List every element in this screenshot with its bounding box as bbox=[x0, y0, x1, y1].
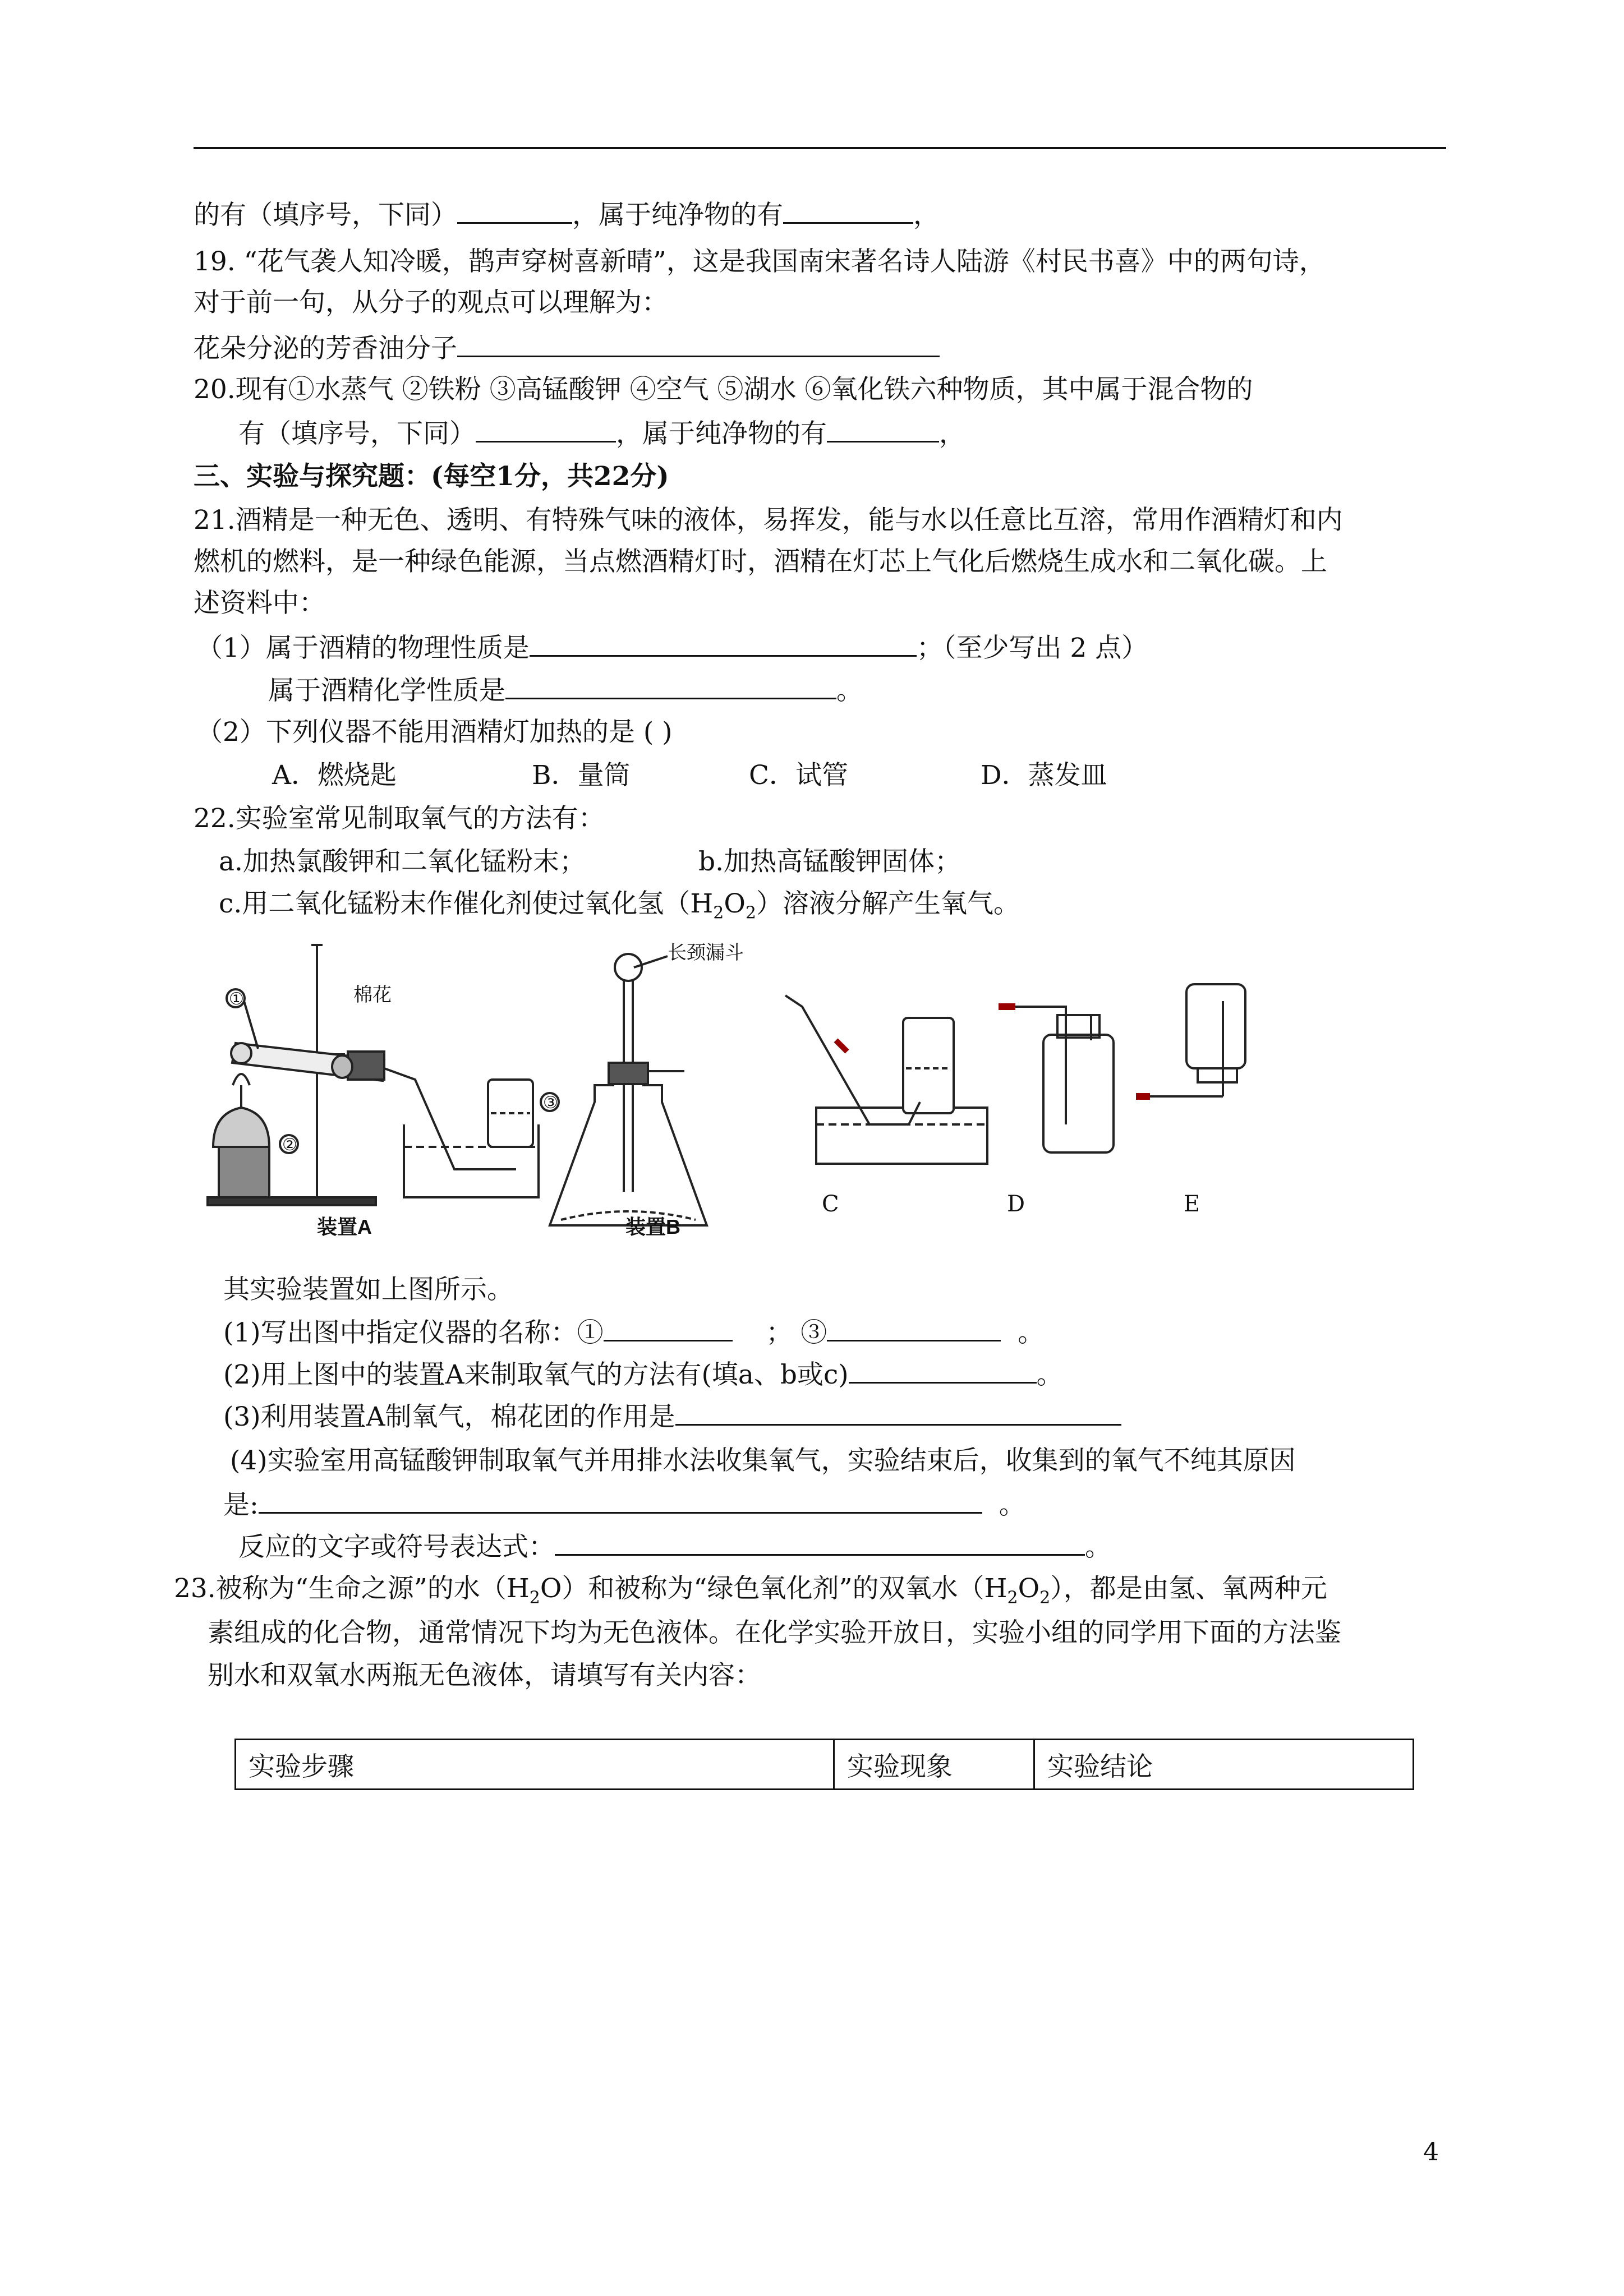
q23-line3: 别水和双氧水两瓶无色液体，请填写有关内容： bbox=[208, 1660, 761, 1691]
header-steps: 实验步骤 bbox=[236, 1740, 834, 1790]
q21-part1b: 属于酒精化学性质是 。 bbox=[268, 673, 863, 708]
answer-blank[interactable] bbox=[476, 416, 616, 442]
q22-line1: 22.实验室常见制取氧气的方法有： bbox=[194, 803, 605, 834]
label-c: C bbox=[822, 1191, 839, 1217]
q20-line2: 有（填序号，下同） ，属于纯净物的有 ， bbox=[238, 416, 965, 451]
q22-part4b: 是: 。 bbox=[223, 1487, 1025, 1522]
option-a: A．燃烧匙 bbox=[272, 760, 397, 791]
answer-blank[interactable] bbox=[530, 630, 917, 657]
option-b: B．量筒 bbox=[532, 760, 631, 791]
q20-line1: 20.现有①水蒸气 ②铁粉 ③高锰酸钾 ④空气 ⑤湖水 ⑥氧化铁六种物质，其中属于混合物的 bbox=[194, 374, 1253, 405]
q21-part2: （2）下列仪器不能用酒精灯加热的是 ( ) bbox=[196, 717, 673, 748]
q22-method-a: a.加热氯酸钾和二氧化锰粉末； bbox=[219, 846, 586, 877]
answer-blank[interactable] bbox=[827, 1315, 1001, 1341]
q21-line1: 21.酒精是一种无色、透明、有特殊气味的液体，易挥发，能与水以任意比互溶，常用作酒精灯和内 bbox=[194, 505, 1343, 536]
q21-part1: （1）属于酒精的物理性质是 ；（至少写出 2 点） bbox=[196, 630, 1148, 665]
experiment-table bbox=[234, 1739, 1414, 1790]
q19-line1: 19. “花气袭人知冷暖，鹊声穿树喜新晴”，这是我国南宋著名诗人陆游《村民书喜》中的两句诗， bbox=[194, 246, 1326, 277]
q22-part3: (3)利用装置A制氧气，棉花团的作用是 bbox=[223, 1399, 1121, 1434]
q22-equation: 反应的文字或符号表达式： 。 bbox=[238, 1529, 1111, 1564]
answer-blank[interactable] bbox=[675, 1399, 1121, 1426]
q21-line2: 燃机的燃料，是一种绿色能源，当点燃酒精灯时，酒精在灯芯上气化后燃烧生成水和二氧化碳。上 bbox=[194, 546, 1327, 577]
answer-blank[interactable] bbox=[783, 197, 913, 224]
header-conclusion: 实验结论 bbox=[1034, 1740, 1414, 1790]
q19-line3: 花朵分泌的芳香油分子 bbox=[194, 331, 940, 366]
mark-2: ② bbox=[282, 1135, 297, 1155]
label-a: 装置A bbox=[317, 1215, 372, 1238]
apparatus-figure bbox=[191, 934, 1313, 1248]
answer-blank[interactable] bbox=[827, 416, 939, 442]
mark-1: ① bbox=[229, 989, 244, 1009]
section-3-heading: 三、实验与探究题：(每空1分，共22分) bbox=[194, 461, 669, 492]
header-rule bbox=[194, 147, 1446, 149]
table-header-row bbox=[236, 1740, 1414, 1790]
q22-method-c: c.用二氧化锰粉末作催化剂使过氧化氢$(H_2O_2)$溶液分解产生氧气。 bbox=[219, 888, 1020, 923]
q19-line2: 对于前一句，从分子的观点可以理解为： bbox=[194, 287, 668, 318]
label-b: 装置B bbox=[625, 1215, 680, 1238]
option-d: D．蒸发皿 bbox=[981, 760, 1107, 791]
q22-part4: (4)实验室用高锰酸钾制取氧气并用排水法收集氧气，实验结束后，收集到的氧气不纯其原因 bbox=[230, 1445, 1296, 1476]
label-e: E bbox=[1184, 1191, 1200, 1217]
answer-blank[interactable] bbox=[505, 673, 836, 699]
q23-line2: 素组成的化合物，通常情况下均为无色液体。在化学实验开放日，实验小组的同学用下面的方法鉴 bbox=[208, 1617, 1341, 1648]
answer-blank[interactable] bbox=[604, 1315, 733, 1341]
q22-method-b: b.加热高锰酸钾固体； bbox=[698, 846, 961, 877]
answer-blank[interactable] bbox=[555, 1529, 1085, 1556]
page-number: 4 bbox=[1423, 2138, 1439, 2166]
q22-part1: (1)写出图中指定仪器的名称：① ； ③ 。 bbox=[223, 1315, 1044, 1350]
q23-line1: 23.被称为“生命之源”的水$(H_2O)$和被称为“绿色氧化剂”的双氧水$(H_2O_2)$，都是由氢、氧两种元 bbox=[174, 1573, 1327, 1608]
q22-figure-caption: 其实验装置如上图所示。 bbox=[223, 1274, 513, 1305]
answer-blank[interactable] bbox=[259, 1487, 982, 1514]
cotton-label: 棉花 bbox=[353, 984, 392, 1006]
funnel-label: 长颈漏斗 bbox=[668, 942, 744, 963]
header-phenomenon: 实验现象 bbox=[834, 1740, 1034, 1790]
option-c: C．试管 bbox=[749, 760, 848, 791]
q22-part2: (2)用上图中的装置A来制取氧气的方法有(填a、b或c) 。 bbox=[223, 1357, 1063, 1392]
mark-3: ③ bbox=[543, 1093, 558, 1113]
answer-blank[interactable] bbox=[457, 197, 572, 224]
q18-continuation: 的有（填序号，下同） ，属于纯净物的有 ， bbox=[194, 197, 940, 232]
q21-line3: 述资料中： bbox=[194, 588, 325, 619]
label-d: D bbox=[1007, 1191, 1025, 1217]
answer-blank[interactable] bbox=[457, 331, 940, 357]
answer-blank[interactable] bbox=[849, 1357, 1037, 1384]
